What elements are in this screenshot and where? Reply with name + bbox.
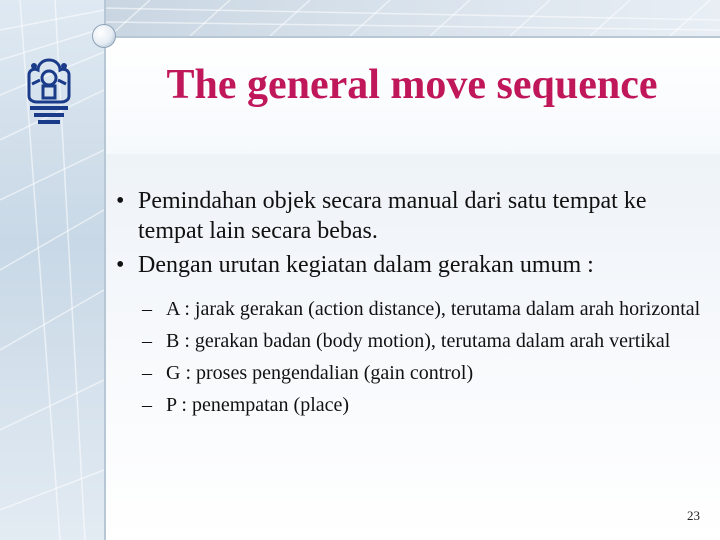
university-emblem-icon bbox=[20, 56, 78, 130]
sub-bullet-text: B : gerakan badan (body motion), terutama dalam arah vertikal bbox=[166, 330, 671, 352]
page-number: 23 bbox=[687, 508, 700, 523]
sub-bullet-item bbox=[112, 392, 702, 418]
sub-bullet-item bbox=[112, 328, 702, 354]
dash-glyph: – bbox=[142, 362, 152, 384]
slide-body bbox=[112, 186, 702, 424]
bullet-text: Pemindahan objek secara manual dari satu tempat ke tempat lain secara bebas. bbox=[138, 188, 647, 244]
bullet-text: Dengan urutan kegiatan dalam gerakan umum : bbox=[138, 252, 594, 278]
bullet-glyph: • bbox=[116, 188, 125, 214]
bullet-glyph: • bbox=[116, 252, 125, 278]
frame-knob-ornament bbox=[92, 24, 116, 48]
bullet-item bbox=[112, 250, 702, 280]
spacer bbox=[112, 284, 702, 296]
slide-title: The general move sequence bbox=[166, 62, 658, 108]
bullet-item bbox=[112, 186, 702, 246]
dash-glyph: – bbox=[142, 394, 152, 416]
sub-bullet-item bbox=[112, 296, 702, 322]
frame-divider-horizontal bbox=[104, 36, 720, 38]
sub-bullet-text: G : proses pengendalian (gain control) bbox=[166, 362, 474, 384]
sub-bullet-item bbox=[112, 360, 702, 386]
dash-glyph: – bbox=[142, 330, 152, 352]
dash-glyph: – bbox=[142, 298, 152, 320]
sub-bullet-text: A : jarak gerakan (action distance), terutama dalam arah horizontal bbox=[166, 298, 701, 320]
sub-bullet-text: P : penempatan (place) bbox=[166, 394, 350, 416]
